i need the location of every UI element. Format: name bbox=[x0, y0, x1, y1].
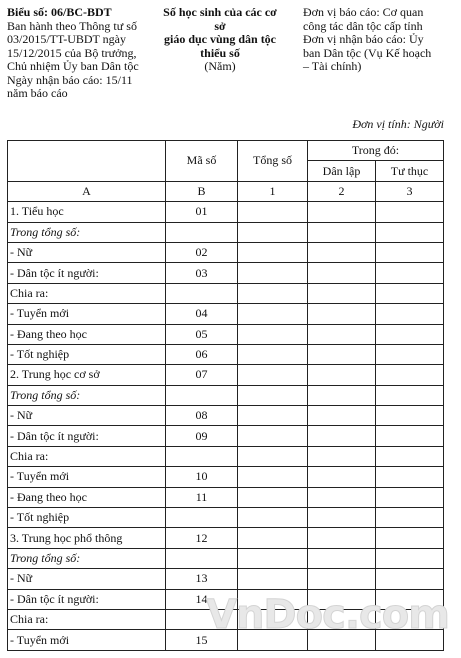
value-cell-private[interactable] bbox=[308, 569, 376, 589]
row-code bbox=[166, 609, 238, 629]
issued-line: Chủ nhiệm Ủy ban Dân tộc bbox=[7, 59, 139, 73]
row-code: 06 bbox=[166, 344, 238, 364]
row-label: 2. Trung học cơ sở bbox=[8, 365, 166, 385]
value-cell-private[interactable] bbox=[308, 630, 376, 650]
value-cell-private[interactable] bbox=[308, 528, 376, 548]
row-code: 04 bbox=[166, 304, 238, 324]
value-cell-total[interactable] bbox=[238, 467, 308, 487]
value-cell-private[interactable] bbox=[308, 283, 376, 303]
value-cell-total[interactable] bbox=[238, 630, 308, 650]
value-cell-private[interactable] bbox=[308, 242, 376, 262]
value-cell-independent[interactable] bbox=[376, 569, 444, 589]
value-cell-total[interactable] bbox=[238, 222, 308, 242]
value-cell-private[interactable] bbox=[308, 487, 376, 507]
report-period: (Năm) bbox=[204, 59, 236, 73]
value-cell-independent[interactable] bbox=[376, 426, 444, 446]
title-line: thiểu số bbox=[200, 45, 240, 60]
row-code: 03 bbox=[166, 263, 238, 283]
row-label: - Tuyển mới bbox=[8, 304, 166, 324]
row-label: - Đang theo học bbox=[8, 324, 166, 344]
table-row bbox=[8, 426, 444, 446]
table-row bbox=[8, 324, 444, 344]
row-label: 1. Tiểu học bbox=[8, 202, 166, 222]
row-label: - Tuyển mới bbox=[8, 630, 166, 650]
table-row bbox=[8, 528, 444, 548]
index-cell: A bbox=[8, 181, 166, 201]
row-label: Trong tổng số: bbox=[8, 385, 166, 405]
row-code: 05 bbox=[166, 324, 238, 344]
value-cell-total[interactable] bbox=[238, 385, 308, 405]
row-label: - Tốt nghiệp bbox=[8, 344, 166, 364]
value-cell-independent[interactable] bbox=[376, 344, 444, 364]
value-cell-independent[interactable] bbox=[376, 283, 444, 303]
header-code: Mã số bbox=[166, 141, 238, 182]
value-cell-total[interactable] bbox=[238, 304, 308, 324]
value-cell-private[interactable] bbox=[308, 548, 376, 568]
issued-line: 03/2015/TT-UBDT ngày bbox=[7, 32, 126, 46]
row-code bbox=[166, 548, 238, 568]
table-row bbox=[8, 589, 444, 609]
reporting-line: Đơn vị báo cáo: Cơ quan bbox=[303, 5, 424, 19]
value-cell-private[interactable] bbox=[308, 263, 376, 283]
value-cell-total[interactable] bbox=[238, 609, 308, 629]
value-cell-private[interactable] bbox=[308, 508, 376, 528]
issued-line: Ngày nhận báo cáo: 15/11 bbox=[7, 72, 133, 87]
table-row bbox=[8, 202, 444, 222]
value-cell-private[interactable] bbox=[308, 324, 376, 344]
title-line: giáo dục vùng dân tộc bbox=[163, 32, 277, 46]
reporting-units bbox=[303, 6, 455, 74]
header-cell-blank bbox=[8, 141, 166, 182]
row-code bbox=[166, 222, 238, 242]
value-cell-total[interactable] bbox=[238, 242, 308, 262]
reporting-line: – Tài chính) bbox=[303, 59, 362, 73]
table-row bbox=[8, 222, 444, 242]
value-cell-independent[interactable] bbox=[376, 630, 444, 650]
issued-line: 15/12/2015 của Bộ trưởng, bbox=[7, 45, 137, 60]
value-cell-independent[interactable] bbox=[376, 467, 444, 487]
row-code: 11 bbox=[166, 487, 238, 507]
table-row bbox=[8, 242, 444, 262]
value-cell-independent[interactable] bbox=[376, 385, 444, 405]
table-row bbox=[8, 385, 444, 405]
value-cell-total[interactable] bbox=[238, 324, 308, 344]
value-cell-private[interactable] bbox=[308, 406, 376, 426]
row-code bbox=[166, 283, 238, 303]
row-code: 02 bbox=[166, 242, 238, 262]
value-cell-private[interactable] bbox=[308, 609, 376, 629]
value-cell-private[interactable] bbox=[308, 589, 376, 609]
row-code: 09 bbox=[166, 426, 238, 446]
table-row bbox=[8, 609, 444, 629]
row-label: 3. Trung học phổ thông bbox=[8, 528, 166, 548]
index-cell: 2 bbox=[308, 181, 376, 201]
row-code: 10 bbox=[166, 467, 238, 487]
row-label: Chia ra: bbox=[8, 446, 166, 466]
report-title bbox=[160, 6, 280, 74]
value-cell-total[interactable] bbox=[238, 263, 308, 283]
header-independent: Tư thục bbox=[376, 161, 444, 181]
value-cell-independent[interactable] bbox=[376, 406, 444, 426]
index-cell: B bbox=[166, 181, 238, 201]
reporting-line: ban Dân tộc (Vụ Kế hoạch bbox=[303, 45, 432, 60]
row-code: 08 bbox=[166, 406, 238, 426]
table-row bbox=[8, 548, 444, 568]
table-row bbox=[8, 344, 444, 364]
value-cell-total[interactable] bbox=[238, 487, 308, 507]
student-table bbox=[7, 140, 444, 651]
value-cell-independent[interactable] bbox=[376, 222, 444, 242]
issued-line: Ban hành theo Thông tư số bbox=[7, 18, 137, 33]
value-cell-independent[interactable] bbox=[376, 609, 444, 629]
row-label: - Dân tộc ít người: bbox=[8, 426, 166, 446]
row-label: - Đang theo học bbox=[8, 487, 166, 507]
value-cell-independent[interactable] bbox=[376, 446, 444, 466]
table-row bbox=[8, 304, 444, 324]
value-cell-total[interactable] bbox=[238, 528, 308, 548]
row-code bbox=[166, 446, 238, 466]
watermark-logo: VnDoc.com bbox=[206, 592, 449, 638]
row-label: - Dân tộc ít người: bbox=[8, 263, 166, 283]
row-label: Trong tổng số: bbox=[8, 222, 166, 242]
value-cell-total[interactable] bbox=[238, 344, 308, 364]
table-header-row bbox=[8, 141, 444, 161]
value-cell-total[interactable] bbox=[238, 365, 308, 385]
value-cell-private[interactable] bbox=[308, 344, 376, 364]
row-label: - Dân tộc ít người: bbox=[8, 589, 166, 609]
index-cell: 1 bbox=[238, 181, 308, 201]
value-cell-independent[interactable] bbox=[376, 202, 444, 222]
value-cell-private[interactable] bbox=[308, 385, 376, 405]
value-cell-total[interactable] bbox=[238, 589, 308, 609]
issued-line: năm báo cáo bbox=[7, 86, 68, 100]
value-cell-private[interactable] bbox=[308, 467, 376, 487]
header-private: Dân lập bbox=[308, 161, 376, 181]
table-index-row bbox=[8, 181, 444, 201]
table-row bbox=[8, 283, 444, 303]
value-cell-total[interactable] bbox=[238, 426, 308, 446]
header-of-which: Trong đó: bbox=[308, 141, 444, 161]
value-cell-independent[interactable] bbox=[376, 508, 444, 528]
header-total: Tổng số bbox=[238, 141, 308, 182]
row-code: 01 bbox=[166, 202, 238, 222]
row-label: - Nữ bbox=[8, 406, 166, 426]
form-info bbox=[7, 6, 155, 101]
value-cell-independent[interactable] bbox=[376, 263, 444, 283]
value-cell-independent[interactable] bbox=[376, 324, 444, 344]
value-cell-total[interactable] bbox=[238, 283, 308, 303]
row-code bbox=[166, 385, 238, 405]
value-cell-independent[interactable] bbox=[376, 548, 444, 568]
row-code: 12 bbox=[166, 528, 238, 548]
value-cell-total[interactable] bbox=[238, 406, 308, 426]
row-code: 07 bbox=[166, 365, 238, 385]
row-code bbox=[166, 508, 238, 528]
value-cell-independent[interactable] bbox=[376, 304, 444, 324]
table-row bbox=[8, 508, 444, 528]
value-cell-private[interactable] bbox=[308, 426, 376, 446]
value-cell-total[interactable] bbox=[238, 569, 308, 589]
value-cell-total[interactable] bbox=[238, 446, 308, 466]
reporting-line: công tác dân tộc cấp tỉnh bbox=[303, 18, 423, 33]
row-label: - Nữ bbox=[8, 569, 166, 589]
value-cell-total[interactable] bbox=[238, 508, 308, 528]
reporting-line: Đơn vị nhận báo cáo: Ủy bbox=[303, 32, 424, 46]
row-label: Chia ra: bbox=[8, 609, 166, 629]
table-row bbox=[8, 263, 444, 283]
value-cell-private[interactable] bbox=[308, 222, 376, 242]
row-code: 14 bbox=[166, 589, 238, 609]
value-cell-independent[interactable] bbox=[376, 589, 444, 609]
row-code: 13 bbox=[166, 569, 238, 589]
index-cell: 3 bbox=[376, 181, 444, 201]
value-cell-independent[interactable] bbox=[376, 487, 444, 507]
value-cell-independent[interactable] bbox=[376, 365, 444, 385]
row-label: - Tốt nghiệp bbox=[8, 508, 166, 528]
value-cell-independent[interactable] bbox=[376, 242, 444, 262]
value-cell-independent[interactable] bbox=[376, 528, 444, 548]
value-cell-total[interactable] bbox=[238, 548, 308, 568]
value-cell-total[interactable] bbox=[238, 202, 308, 222]
table-row bbox=[8, 630, 444, 650]
row-label: Chia ra: bbox=[8, 283, 166, 303]
value-cell-private[interactable] bbox=[308, 446, 376, 466]
table-row bbox=[8, 446, 444, 466]
value-cell-private[interactable] bbox=[308, 202, 376, 222]
title-line: Số học sinh của các cơ sở bbox=[163, 5, 277, 33]
table-row bbox=[8, 569, 444, 589]
table-row bbox=[8, 365, 444, 385]
row-label: - Nữ bbox=[8, 242, 166, 262]
form-number: Biểu số: 06/BC-BDT bbox=[7, 5, 112, 19]
row-label: - Tuyển mới bbox=[8, 467, 166, 487]
table-row bbox=[8, 487, 444, 507]
row-code: 15 bbox=[166, 630, 238, 650]
value-cell-private[interactable] bbox=[308, 304, 376, 324]
table-row bbox=[8, 406, 444, 426]
row-label: Trong tổng số: bbox=[8, 548, 166, 568]
unit-label: Đơn vị tính: Người bbox=[352, 117, 444, 131]
value-cell-private[interactable] bbox=[308, 365, 376, 385]
table-row bbox=[8, 467, 444, 487]
